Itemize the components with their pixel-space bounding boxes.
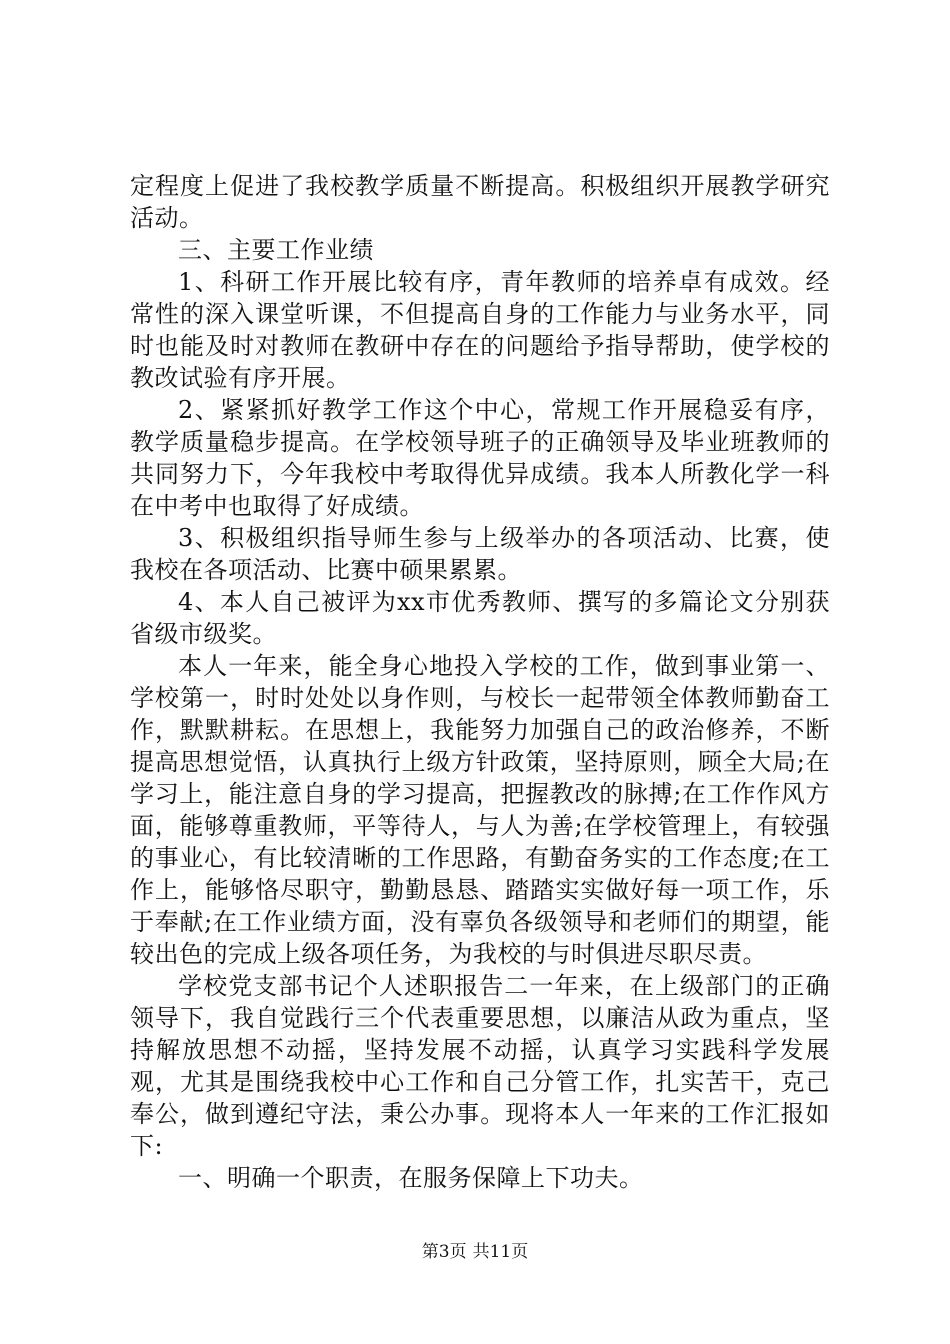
- paragraph-continuation: 定程度上促进了我校教学质量不断提高。积极组织开展教学研究活动。: [130, 172, 830, 232]
- page-footer: [0, 1242, 950, 1262]
- paragraph-achievement-1: 1、科研工作开展比较有序，青年教师的培养卓有成效。经常性的深入课堂听课，不但提高自身的工作能力与业务水平，同时也能及时对教师在教研中存在的问题给予指导帮助，使学校的教改试验有序开展。: [130, 268, 830, 392]
- section-heading-main-achievements: 三、主要工作业绩: [178, 236, 374, 264]
- paragraph-achievement-3: 3、积极组织指导师生参与上级举办的各项活动、比赛，使我校在各项活动、比赛中硕果累累。: [130, 524, 830, 584]
- paragraph-achievement-2: 2、紧紧抓好教学工作这个中心，常规工作开展稳妥有序，教学质量稳步提高。在学校领导班子的正确领导及毕业班教师的共同努力下，今年我校中考取得优异成绩。我本人所教化学一科在中考中也取得了好成绩。: [130, 396, 830, 520]
- paragraph-achievement-4: 4、本人自己被评为xx市优秀教师、撰写的多篇论文分别获省级市级奖。: [130, 588, 830, 648]
- paragraph-report-intro: 学校党支部书记个人述职报告二一年来，在上级部门的正确领导下，我自觉践行三个代表重要思想，以廉洁从政为重点，坚持解放思想不动摇，坚持发展不动摇，认真学习实践科学发展观，尤其是围绕我校中心工作和自己分管工作，扎实苦干，克己奉公，做到遵纪守法，秉公办事。现将本人一年来的工作汇报如下:: [130, 972, 830, 1160]
- paragraph-self-summary: 本人一年来，能全身心地投入学校的工作，做到事业第一、学校第一，时时处处以身作则，与校长一起带领全体教师勤奋工作，默默耕耘。在思想上，我能努力加强自己的政治修养，不断提高思想觉悟，认真执行上级方针政策，坚持原则，顾全大局;在学习上，能注意自身的学习提高，把握教改的脉搏;在工作作风方面，能够尊重教师，平等待人，与人为善;在学校管理上，有较强的事业心，有比较清晰的工作思路，有勤奋务实的工作态度;在工作上，能够恪尽职守，勤勤恳恳、踏踏实实做好每一项工作，乐于奉献;在工作业绩方面，没有辜负各级领导和老师们的期望，能较出色的完成上级各项任务，为我校的与时俱进尽职尽责。: [130, 652, 830, 968]
- section-heading-first-duty: 一、明确一个职责，在服务保障上下功夫。: [178, 1164, 644, 1192]
- page-total: 共11页: [472, 1242, 529, 1262]
- page-number: 第3页: [421, 1242, 467, 1262]
- document-body: [130, 170, 830, 1194]
